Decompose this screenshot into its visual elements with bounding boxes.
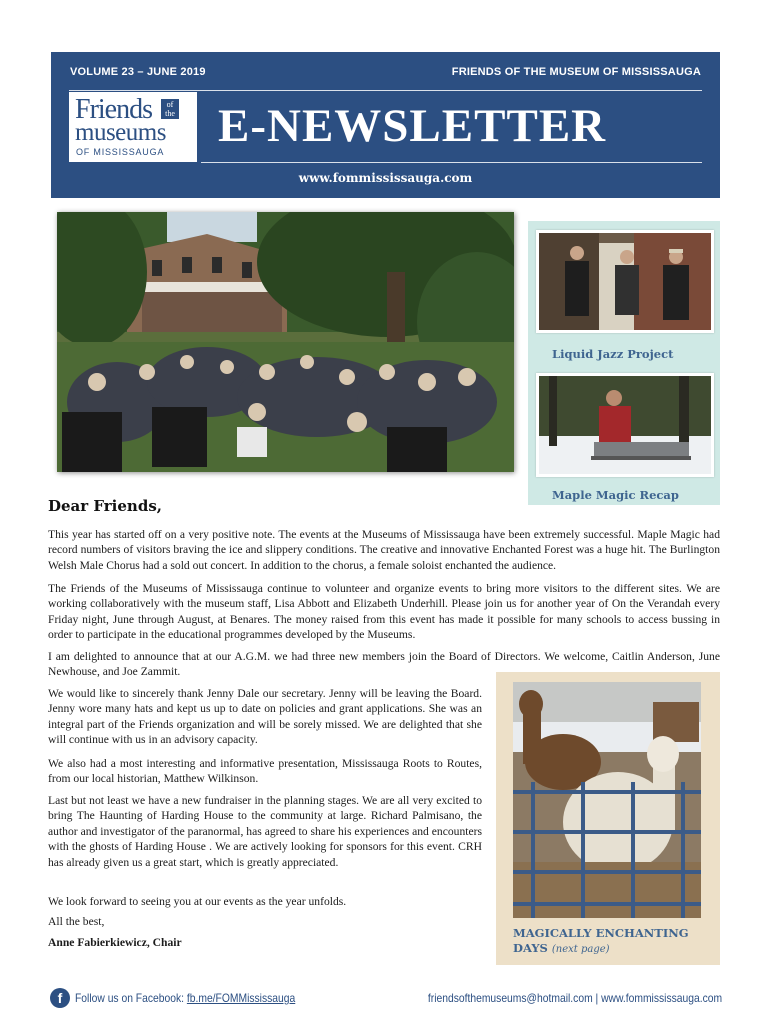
footer: [50, 988, 722, 1010]
greeting: Dear Friends,: [48, 497, 162, 515]
liquid-jazz-caption: Liquid Jazz Project: [552, 347, 674, 361]
organization-label: FRIENDS OF THE MUSEUM OF MISSISSAUGA: [451, 66, 701, 78]
logo-city-text: OF MISSISSAUGA: [76, 147, 165, 157]
logo-friends-text: Friends: [75, 94, 152, 125]
paragraph-4: We would like to sincerely thank Jenny Dale our secretary. Jenny will be leaving the Board. Jenny wore many hats and kept us up to date on policies and grant applications. She was an integral part of the Friends organization and will be sorely missed. We are delighted that she will continue with us in an advisory capacity.: [48, 687, 482, 747]
facebook-link[interactable]: fb.me/FOMMississauga: [186, 991, 296, 1005]
enchanting-days-title: MAGICALLY ENCHANTING DAYS: [513, 926, 689, 955]
paragraph-7: We look forward to seeing you at our events as the year unfolds.: [48, 895, 347, 908]
newsletter-title: E-NEWSLETTER: [218, 100, 607, 152]
logo: [69, 92, 197, 162]
paragraph-2: The Friends of the Museums of Mississauga continue to volunteer and organize events to bring more visitors to the different sites. We are working collaboratively with the museum staff, Lisa Abbott and Elizabeth Underhill. Please join us for another year of On the Verandah every Friday night, June through August, at Benares. The money raised from this event has made it possible for many schools to access bussing in order to participate in the educational programmes developed by the Museums.: [48, 582, 720, 642]
paragraph-3: I am delighted to announce that at our A.G.M. we had three new members join the Board of Directors. We welcome, Caitlin Anderson, June Newhouse, and Joe Zammit.: [48, 650, 720, 679]
closing: All the best,: [48, 915, 105, 928]
volume-label: VOLUME 23 – JUNE 2019: [70, 66, 206, 78]
concert-photo: [57, 212, 514, 472]
footer-website-link[interactable]: www.fommississauga.com: [600, 991, 722, 1005]
footer-separator: |: [595, 991, 599, 1005]
liquid-jazz-photo: [536, 230, 714, 333]
signature: Anne Fabierkiewicz, Chair: [48, 936, 182, 949]
facebook-label: Follow us on Facebook:: [75, 991, 184, 1005]
concert-photo-image: [57, 212, 514, 472]
paragraph-6: Last but not least we have a new fundraiser in the planning stages. We are all very excited to bring The Haunting of Harding House to the community at large. Richard Palmisano, the author and investigator of the paranormal, has agreed to share his experiences and encounters with the ghosts of Harding House . We are actively looking for sponsors for this event. CRH has already given us a great start, which is greatly appreciated.: [48, 794, 482, 869]
logo-of-the-text: of the: [161, 99, 179, 119]
email-link[interactable]: friendsofthemuseums@hotmail.com: [427, 991, 593, 1005]
header-banner: [51, 52, 720, 198]
header-topline: [67, 66, 704, 84]
maple-magic-image: [539, 376, 711, 474]
header-website-link[interactable]: www.fommississauga.com: [298, 171, 473, 185]
contact-line: [428, 991, 722, 1005]
maple-magic-photo: [536, 373, 714, 477]
sidebar-panel: [528, 221, 720, 505]
enchanting-days-promo: [496, 672, 720, 965]
header-rule-bottom: [201, 162, 702, 163]
liquid-jazz-image: [539, 233, 711, 330]
paragraph-5: We also had a most interesting and informative presentation, Mississauga Roots to Routes, from our local historian, Matthew Wilkinson.: [48, 757, 482, 786]
maple-magic-caption: Maple Magic Recap: [552, 488, 679, 502]
next-page-note: (next page): [551, 944, 610, 955]
header-rule-top: [69, 90, 702, 91]
facebook-line: [75, 991, 295, 1005]
paragraph-1: This year has started off on a very positive note. The events at the Museums of Mississauga have been extremely successful. Maple Magic had record numbers of visitors braving the ice and slippery conditions. The creative and innovative Enchanted Forest was a huge hit. The Burlington Welsh Male Chorus had a sold out concert. In addition to the chorus, a female soloist enchanted the audience.: [48, 528, 720, 572]
enchanting-days-caption: [513, 926, 713, 957]
logo-museums-text: museums: [75, 119, 166, 146]
alpaca-image: [513, 682, 701, 918]
alpaca-photo: [513, 682, 701, 918]
facebook-icon[interactable]: f: [50, 988, 70, 1008]
